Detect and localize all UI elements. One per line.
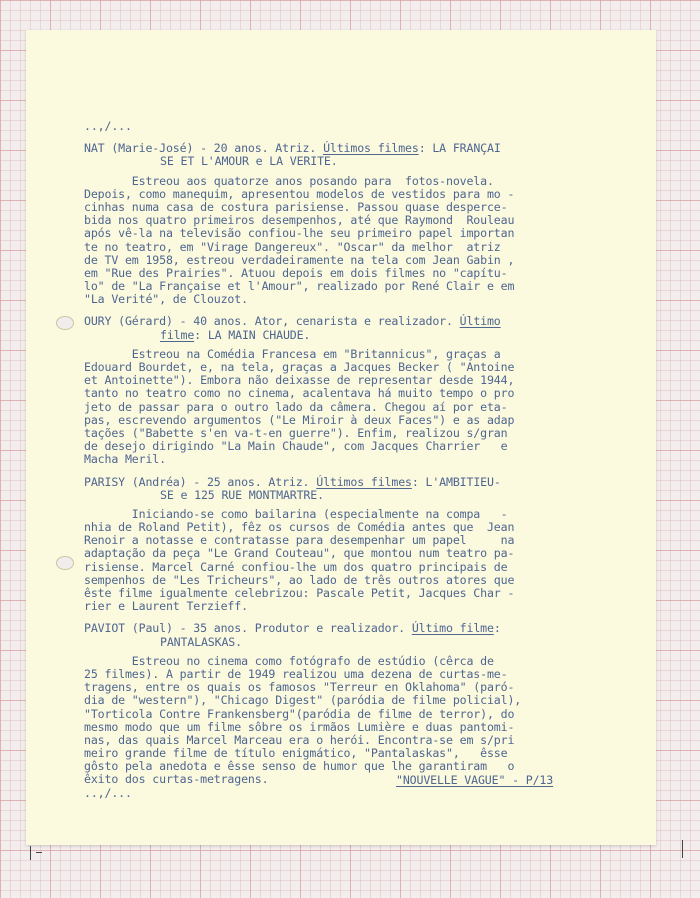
heading-text: PAVIOT (Paul) - 35 anos. Produtor e realizador.	[84, 621, 412, 636]
underlined-label: Últimos filmes	[316, 474, 412, 489]
body-line: et Antoinette"). Embora não deixasse de representar desde 1944,	[84, 373, 515, 388]
heading-text: OURY (Gérard) - 40 anos. Ator, cenarista e realizador.	[84, 314, 460, 329]
punch-hole	[56, 316, 74, 330]
body-line: de TV em 1958, estreou verdadeiramente na tela com Jean Gabin ,	[84, 252, 515, 267]
underlined-label: Último	[459, 314, 501, 329]
body-line: rier e Laurent Terzieff.	[84, 599, 248, 614]
ruler-mark	[36, 852, 42, 853]
body-line: tragens, entre os quais os famosos "Terreur en Oklahoma" (paró-	[84, 680, 515, 695]
heading-text: : LA FRANÇAI	[418, 141, 501, 156]
body-line: mesmo modo que um filme sôbre os irmãos Lumière e duas pantomi-	[84, 719, 515, 734]
body-line: gôsto pela anedota e êsse senso de humor que lhe garantiram o	[84, 759, 515, 774]
body-line: tanto no teatro como no cinema, acalentava há muito tempo o pro	[84, 386, 515, 401]
body-line: te no teatro, em "Virage Dangereux". "Oscar" da melhor atriz	[84, 239, 501, 254]
body-line: Renoir a notasse e contratasse para desempenhar um papel na	[84, 533, 515, 548]
entry-heading-continued: SE e 125 RUE MONTMARTRE.	[160, 487, 324, 502]
entry-heading	[84, 622, 612, 635]
heading-text: NAT (Marie-José) - 20 anos. Atriz.	[84, 141, 324, 156]
body-line: "La Verité", de Clouzot.	[84, 292, 248, 307]
body-line: após vê-la na televisão confiou-lhe seu primeiro papel importan	[84, 226, 515, 241]
body-line: sempenhos de "Les Tricheurs", ao lado de três outros atores que	[84, 572, 515, 587]
ruler-mark	[682, 840, 683, 858]
body-line: Iniciando-se como bailarina (especialmente na compa -	[84, 506, 508, 521]
body-line: risiense. Marcel Carné confiou-lhe um dos quatro principais de	[84, 559, 508, 574]
body-line: de desejo dirigindo "La Main Chaude", com Jacques Charrier e	[84, 439, 508, 454]
entry-heading	[84, 476, 612, 489]
underlined-label: Últimos filmes	[323, 141, 419, 156]
body-line: Edouard Bourdet, e, na tela, graças a Jacques Becker ( "Antoine	[84, 360, 515, 374]
body-line: Estreou aos quatorze anos posando para fotos-novela.	[84, 173, 494, 188]
entry-heading-continued	[84, 329, 612, 342]
body-line: lo" de "La Française et l'Amour", realizado por René Clair e em	[84, 279, 515, 294]
body-line: adaptação da peça "Le Grand Couteau", que montou num teatro pa-	[84, 546, 515, 561]
body-line: êxito dos curtas-metragens.	[84, 772, 269, 787]
entry-heading-continued: PANTALASKAS.	[160, 634, 242, 649]
body-line: "Torticola Contre Frankensberg"(paródia de filme de terror), do	[84, 706, 515, 721]
entry-heading-continued: SE ET L'AMOUR e LA VERITE.	[160, 154, 338, 169]
footer-reference: "NOUVELLE VAGUE" - P/13	[396, 772, 554, 787]
underlined-label: filme	[160, 327, 195, 342]
body-line: Macha Meril.	[84, 452, 166, 467]
heading-text: : L'AMBITIEU-	[411, 474, 501, 489]
body-line: Estreou no cinema como fotógrafo de estúdio (cêrca de	[84, 653, 494, 668]
body-line: nhia de Roland Petit), fêz os cursos de Comédia antes que Jean	[84, 520, 515, 535]
body-line: Estreou na Comédia Francesa em "Britannicus", graças a	[84, 346, 501, 361]
body-line: meiro grande filme de título enigmático, "Pantalaskas", êsse	[84, 746, 508, 761]
underlined-label: Último filme	[411, 621, 494, 636]
continuation-top: ..,/...	[84, 119, 132, 133]
heading-text: PARISY (Andréa) - 25 anos. Atriz.	[84, 474, 317, 489]
ruler-mark	[30, 846, 31, 860]
body-line: em "Rue des Prairies". Atuou depois em dois filmes no "capítu-	[84, 265, 508, 280]
punch-hole	[56, 556, 74, 570]
body-line: cinhas numa casa de costura parisiense. Passou quase desperce-	[84, 199, 508, 214]
body-line: dia de "western"), "Chicago Digest" (paródia de filme policial),	[84, 693, 522, 708]
body-line: nas, das quais Marcel Marceau era o herói. Encontra-se em s/pri	[84, 732, 515, 747]
footer-line	[84, 774, 612, 787]
continuation-bottom: ..,/...	[84, 785, 132, 800]
body-line: pas, escrevendo argumentos ("Le Miroir à deux Faces") e as adap	[84, 412, 515, 427]
body-line: bida nos quatro primeiros desempenhos, até que Raymond Rouleau	[84, 213, 515, 228]
body-line: êste filme igualmente celebrizou: Pascale Petit, Jacques Char -	[84, 586, 515, 600]
typed-text-block	[84, 120, 612, 800]
body-line: 25 filmes). A partir de 1949 realizou uma dezena de curtas-me-	[84, 666, 508, 681]
heading-text: :	[493, 621, 501, 636]
body-line: tações ("Babette s'en va-t-en guerre"). Enfim, realizou s/gran	[84, 425, 508, 440]
body-line: jeto de passar para o outro lado da câmera. Chegou aí por eta-	[84, 399, 508, 414]
body-line: Depois, como manequim, apresentou modelos de vestidos para mo -	[84, 186, 515, 201]
heading-text: : LA MAIN CHAUDE.	[194, 327, 311, 342]
